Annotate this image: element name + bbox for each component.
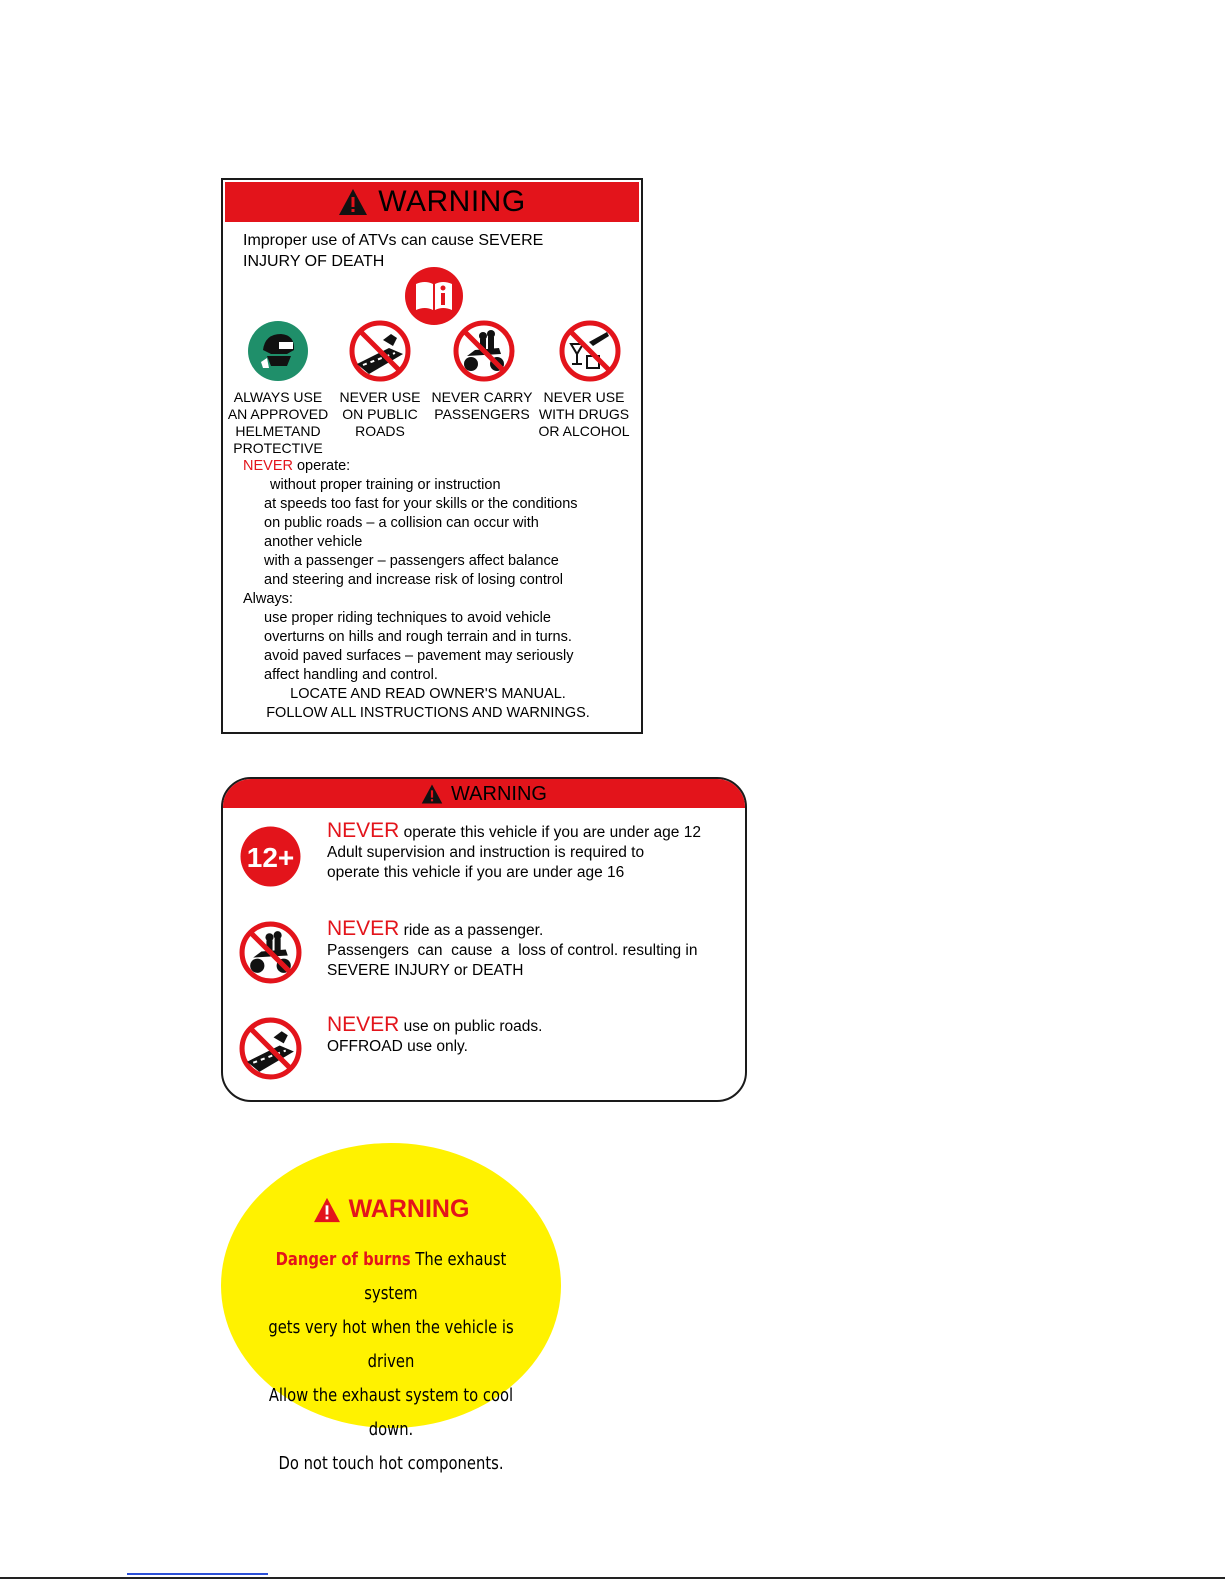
age-passenger-road-warning-label xyxy=(221,777,747,1102)
line-rest: The exhaust system xyxy=(364,1249,507,1304)
always-heading: Always: xyxy=(243,591,293,607)
no-drugs-alcohol-icon xyxy=(559,320,621,382)
caption-line: HELMETAND xyxy=(235,423,321,439)
intro-line: Improper use of ATVs can cause SEVERE xyxy=(243,232,544,249)
line: SEVERE INJURY or DEATH xyxy=(327,962,524,979)
no-public-roads-icon xyxy=(239,1017,302,1080)
passenger-warning-text xyxy=(327,919,737,981)
line-rest: use on public roads. xyxy=(399,1018,543,1035)
never-heading xyxy=(243,457,638,476)
closing-line: LOCATE AND READ OWNER'S MANUAL. xyxy=(290,686,566,702)
intro-line: INJURY OF DEATH xyxy=(243,253,385,270)
caption-passengers xyxy=(427,389,537,423)
read-manual-icon xyxy=(404,266,464,326)
caption-line: ON PUBLIC xyxy=(342,406,418,422)
line-rest: ride as a passenger. xyxy=(399,922,544,939)
no-public-roads-icon xyxy=(349,320,411,382)
burn-line: Allow the exhaust system to cool down. xyxy=(268,1385,514,1440)
caption-line: PROTECTIVE xyxy=(233,440,323,456)
warning-triangle-icon xyxy=(338,187,368,217)
warning-title: WARNING xyxy=(378,185,526,218)
line: Passengers can cause a loss of control. resulting in xyxy=(327,942,698,959)
caption-line: NEVER USE xyxy=(339,389,421,405)
burn-line1 xyxy=(252,1243,531,1311)
caption-line: ALWAYS USE xyxy=(233,389,323,405)
caption-line: NEVER CARRY xyxy=(431,389,533,405)
passenger-warning-line1 xyxy=(327,919,737,941)
always-item: affect handling and control. xyxy=(264,667,438,683)
never-item: without proper training or instruction xyxy=(270,477,501,493)
line-rest: operate this vehicle if you are under age 12 xyxy=(399,824,701,841)
never-word: NEVER xyxy=(327,819,400,842)
line: Adult supervision and instruction is required to xyxy=(327,844,645,861)
danger-phrase: Danger of burns xyxy=(275,1249,411,1270)
line: operate this vehicle if you are under age 16 xyxy=(327,864,625,881)
burn-line: Do not touch hot components. xyxy=(278,1453,504,1474)
burn-warning-text xyxy=(252,1243,531,1481)
caption-helmet xyxy=(223,389,333,457)
age-warning-text xyxy=(327,821,737,883)
warning-header xyxy=(221,1195,561,1224)
warning-header xyxy=(223,779,745,808)
closing-line: FOLLOW ALL INSTRUCTIONS AND WARNINGS. xyxy=(266,705,590,721)
caption-line: WITH DRUGS xyxy=(538,406,630,422)
caption-line: PASSENGERS xyxy=(434,406,530,422)
instructions-text xyxy=(243,457,638,723)
warning-title: WARNING xyxy=(348,1195,470,1223)
never-item: at speeds too fast for your skills or the conditions xyxy=(264,496,578,512)
helmet-icon xyxy=(247,320,309,382)
atv-warning-label xyxy=(221,178,643,734)
burn-warning-label xyxy=(221,1143,561,1474)
no-passengers-icon xyxy=(239,921,302,984)
burn-line: gets very hot when the vehicle is driven xyxy=(268,1317,514,1372)
age-warning-line1 xyxy=(327,821,737,843)
caption-line: AN APPROVED xyxy=(227,406,329,422)
always-item: use proper riding techniques to avoid vehicle xyxy=(264,610,551,626)
warning-title: WARNING xyxy=(451,782,547,805)
never-item: and steering and increase risk of losing control xyxy=(264,572,564,588)
no-passengers-icon xyxy=(453,320,515,382)
never-item: on public roads – a collision can occur with xyxy=(264,515,539,531)
public-roads-warning-text xyxy=(327,1015,737,1057)
never-item: with a passenger – passengers affect balance xyxy=(264,553,559,569)
footer-rule xyxy=(0,1577,1225,1579)
public-roads-line1 xyxy=(327,1015,737,1037)
always-item: overturns on hills and rough terrain and in turns. xyxy=(264,629,572,645)
caption-line: OR ALCOHOL xyxy=(538,423,630,439)
warning-header xyxy=(225,182,639,222)
never-item: another vehicle xyxy=(264,534,363,550)
age-12-plus-icon xyxy=(239,825,302,888)
warning-triangle-icon xyxy=(421,783,443,805)
footer-link-underline xyxy=(127,1573,268,1575)
caption-line: NEVER USE xyxy=(543,389,625,405)
age-badge-text: 12+ xyxy=(246,842,295,873)
caption-line: ROADS xyxy=(355,423,405,439)
warning-triangle-icon xyxy=(313,1197,341,1223)
caption-public-roads xyxy=(325,389,435,440)
always-item: avoid paved surfaces – pavement may seriously xyxy=(264,648,574,664)
caption-drugs-alcohol xyxy=(529,389,639,440)
never-word: NEVER xyxy=(327,917,400,940)
never-rest: operate: xyxy=(292,458,351,474)
line: OFFROAD use only. xyxy=(327,1038,468,1055)
never-word: NEVER xyxy=(243,458,293,474)
never-word: NEVER xyxy=(327,1013,400,1036)
